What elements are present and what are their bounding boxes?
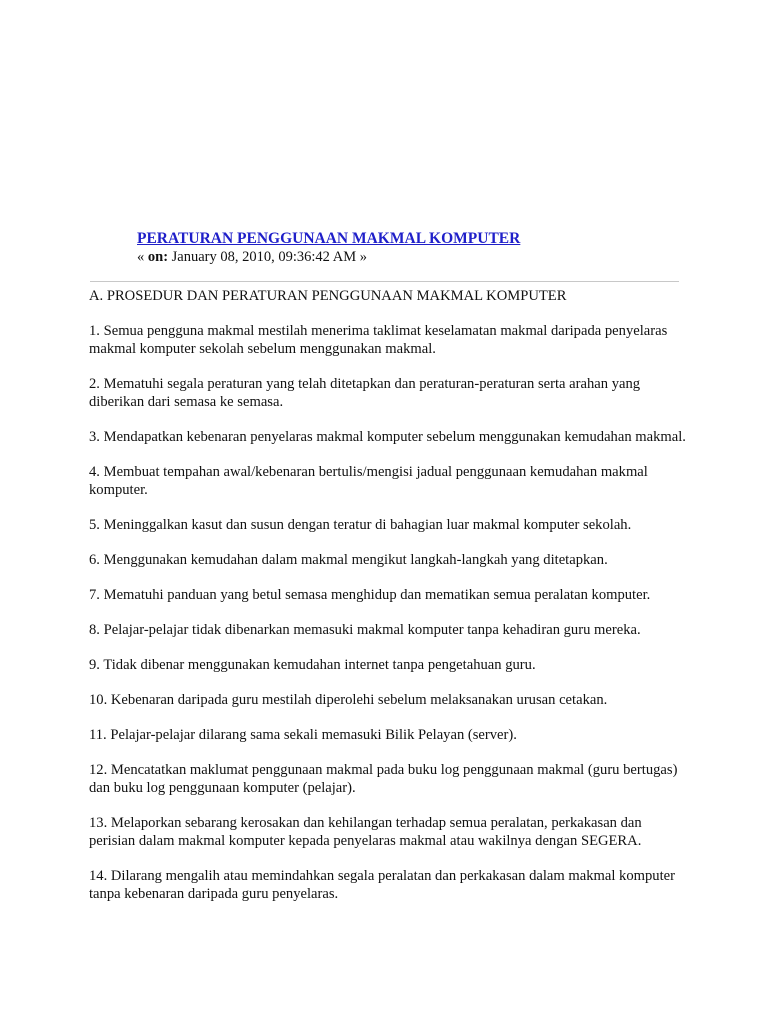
post-header [137, 229, 697, 266]
post-meta [137, 248, 697, 266]
post-body [89, 287, 689, 920]
rule-item: 5. Meninggalkan kasut dan susun dengan teratur di bahagian luar makmal komputer sekolah. [89, 517, 632, 533]
rule-item: 3. Mendapatkan kebenaran penyelaras makmal komputer sebelum menggunakan kemudahan makmal. [89, 429, 686, 445]
rule-item: 1. Semua pengguna makmal mestilah menerima taklimat keselamatan makmal daripada penyelaras makmal komputer sekolah sebelum menggunakan makmal. [89, 323, 668, 357]
rule-item: 12. Mencatatkan maklumat penggunaan makmal pada buku log penggunaan makmal (guru bertugas) dan buku log penggunaan komputer (pelajar). [89, 762, 678, 796]
section-heading: A. PROSEDUR DAN PERATURAN PENGGUNAAN MAKMAL KOMPUTER [89, 288, 567, 304]
rule-item: 2. Mematuhi segala peraturan yang telah ditetapkan dan peraturan-peraturan serta arahan yang diberikan dari semasa ke semasa. [89, 376, 641, 410]
rule-item: 13. Melaporkan sebarang kerosakan dan kehilangan terhadap semua peralatan, perkakasan dan perisian dalam makmal komputer kepada penyelaras makmal atau wakilnya dengan SEGERA. [89, 815, 642, 849]
rule-item: 8. Pelajar-pelajar tidak dibenarkan memasuki makmal komputer tanpa kehadiran guru mereka. [89, 622, 641, 638]
rule-item: 14. Dilarang mengalih atau memindahkan segala peralatan dan perkakasan dalam makmal komputer tanpa kebenaran daripada guru penyelaras. [89, 868, 675, 902]
divider [90, 281, 679, 282]
rule-item: 7. Mematuhi panduan yang betul semasa menghidup dan mematikan semua peralatan komputer. [89, 587, 651, 603]
rule-item: 6. Menggunakan kemudahan dalam makmal mengikut langkah-langkah yang ditetapkan. [89, 552, 608, 568]
meta-on-label: on: [147, 249, 169, 265]
post-date: January 08, 2010, 09:36:42 AM » [168, 249, 367, 265]
rule-item: 4. Membuat tempahan awal/kebenaran bertulis/mengisi jadual penggunaan kemudahan makmal komputer. [89, 464, 648, 498]
meta-open-quote: « [137, 249, 148, 265]
rule-item: 10. Kebenaran daripada guru mestilah diperolehi sebelum melaksanakan urusan cetakan. [89, 692, 608, 708]
rule-item: 11. Pelajar-pelajar dilarang sama sekali memasuki Bilik Pelayan (server). [89, 727, 517, 743]
rule-item: 9. Tidak dibenar menggunakan kemudahan internet tanpa pengetahuan guru. [89, 657, 536, 673]
post-title-link[interactable]: PERATURAN PENGGUNAAN MAKMAL KOMPUTER [137, 230, 521, 247]
